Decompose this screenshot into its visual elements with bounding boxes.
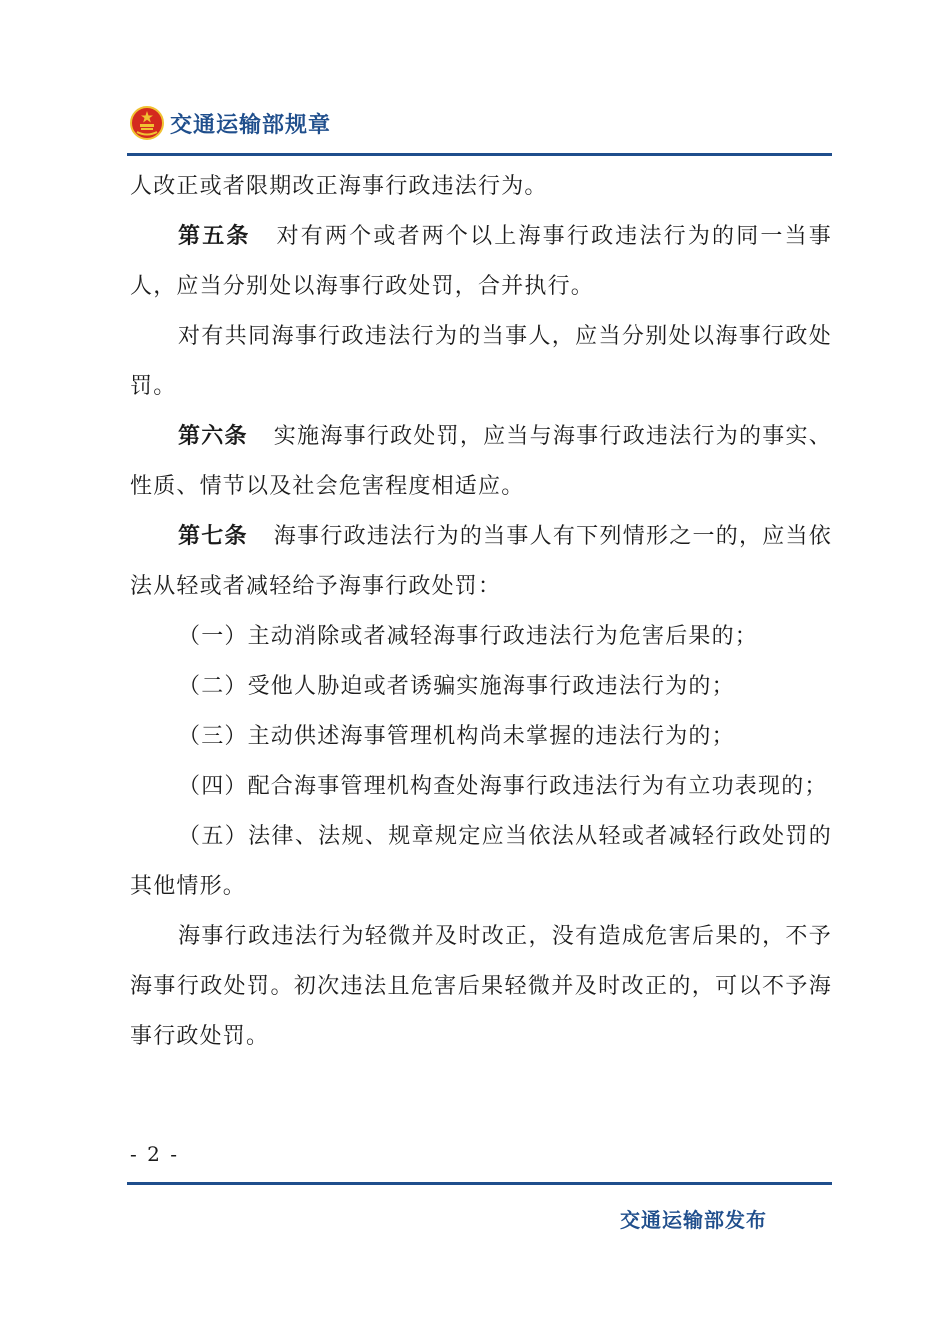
article-heading: 第七条 [178, 524, 248, 549]
paragraph-text: 海事行政违法行为轻微并及时改正，没有造成危害后果的，不予海事行政处罚。初次违法且危害后果轻微并及时改正的，可以不予海事行政处罚。 [130, 924, 832, 1049]
paragraph-text: 对有共同海事行政违法行为的当事人，应当分别处以海事行政处罚。 [130, 324, 832, 399]
paragraph-text: （一）主动消除或者减轻海事行政违法行为危害后果的； [178, 624, 759, 649]
footer-title: 交通运输部发布 [620, 1208, 767, 1232]
list-item [130, 712, 832, 762]
paragraph-text: 实施海事行政处罚，应当与海事行政违法行为的事实、性质、情节以及社会危害程度相适应。 [130, 424, 832, 499]
list-item [130, 612, 832, 662]
paragraph-text: （四）配合海事管理机构查处海事行政违法行为有立功表现的； [178, 774, 828, 799]
list-item [130, 762, 832, 812]
paragraph [130, 412, 832, 512]
paragraph [130, 912, 832, 1062]
paragraph-text: 人改正或者限期改正海事行政违法行为。 [130, 174, 548, 199]
list-item [130, 812, 832, 912]
paragraph [130, 212, 832, 312]
document-body [130, 162, 832, 1062]
paragraph [130, 162, 832, 212]
header-divider [127, 153, 832, 156]
paragraph-text: （三）主动供述海事管理机构尚未掌握的违法行为的； [178, 724, 735, 749]
paragraph-text: （二）受他人胁迫或者诱骗实施海事行政违法行为的； [178, 674, 735, 699]
paragraph [130, 512, 832, 612]
page-number: - 2 - [130, 1142, 179, 1166]
list-item [130, 662, 832, 712]
paragraph-text: 对有两个或者两个以上海事行政违法行为的同一当事人，应当分别处以海事行政处罚，合并执行。 [130, 224, 832, 299]
national-emblem-icon [130, 106, 164, 140]
article-heading: 第六条 [178, 424, 248, 449]
article-heading: 第五条 [178, 224, 251, 249]
paragraph-text: （五）法律、法规、规章规定应当依法从轻或者减轻行政处罚的其他情形。 [130, 824, 832, 899]
footer-divider [127, 1182, 832, 1185]
header-title: 交通运输部规章 [170, 112, 332, 138]
document-header [130, 100, 331, 146]
paragraph [130, 312, 832, 412]
paragraph-text: 海事行政违法行为的当事人有下列情形之一的，应当依法从轻或者减轻给予海事行政处罚： [130, 524, 832, 599]
